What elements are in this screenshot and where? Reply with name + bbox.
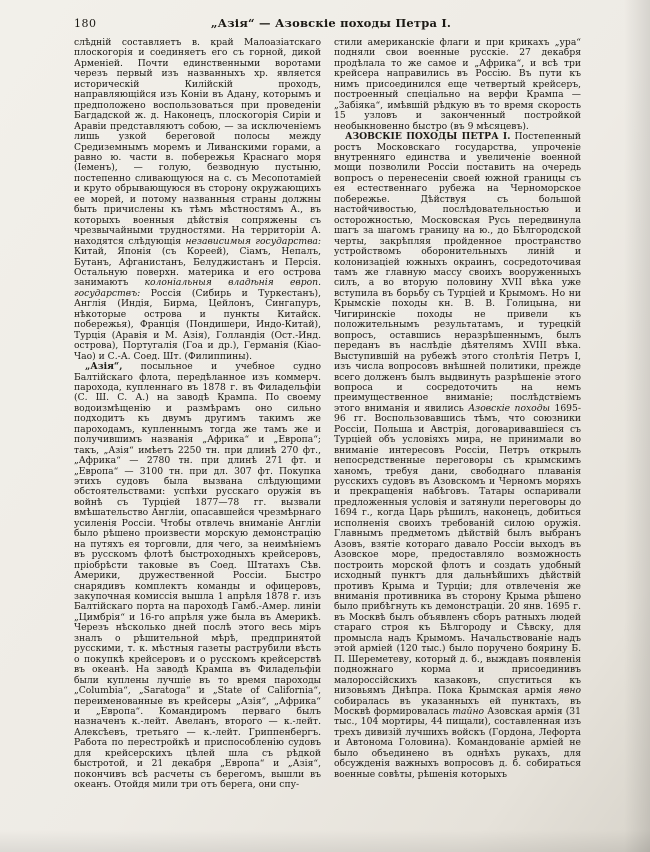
italic-term: явно: [557, 685, 581, 697]
text-run: Китай, Японія (съ Кореей), Сіамъ, Непалъ, Бутанъ, Афганистанъ, Белуджистанъ и Персія. Остальную поверхн. материка и его острова занимаютъ: [74, 246, 321, 289]
entry-headword: „Азія“,: [85, 361, 123, 373]
italic-term: колоніальныя владѣнія европ. государствъ:: [74, 277, 321, 299]
page-number: 180: [74, 17, 97, 30]
left-column: [74, 38, 321, 838]
page-title: „Азія“ — Азовскіе походы Петра I.: [210, 16, 452, 30]
text-run: Азовская армія (31 тыс., 104 мортиры, 44 пищали), составленная изъ трехъ дивизій лучшихъ войскъ (Гордона, Лефорта и Автонома Головина). Командованіе арміей не было объединено въ однѣхъ рукахъ, для обсужденія важныхъ вопросовъ д. б. собираться военные совѣты, рѣшенія которыхъ: [334, 706, 581, 780]
text-run: Постепенный ростъ Московскаго государства, упроченіе внутренняго единства и увеличеніе военной мощи позволили Россіи поставить на очередь вопросъ о перенесеніи своей южной границы съ ея естественнаго рубежа на Черноморское побережье. Дѣйствуя съ большой настойчивостью, послѣдовательностью и осторожностью, Московская Русь передвинула шагъ за шагомъ границу на ю., до Бѣлгородской черты, закрѣпляя пройденное пространство устройствомъ оборонительныхъ линій и колонизаціей южныхъ окраинъ, сосредоточивая тамъ же главную массу своихъ вооруженныхъ силъ, а во вторую половину XVII вѣка уже вступила въ борьбу съ Турціей и Крымомъ. Но ни Крымскіе походы кн. В. В. Голицына, ни Чигиринскіе походы не привели къ положительнымъ результатамъ, и турецкій вопросъ, оставшись неразрѣшеннымъ, былъ переданъ въ наслѣдіе дѣятелямъ XVIII вѣка. Выступившій на рубежѣ этого столѣтія Петръ I, изъ числа вопросовъ внѣшней политики, прежде всего долженъ былъ выдвинуть разрѣшеніе этого вопроса и сосредоточить на немъ преимущественное вниманіе; послѣдствіемъ этого вниманія и явились: [334, 131, 581, 414]
italic-term: Азовскіе походы: [468, 402, 551, 414]
paragraph: [74, 38, 321, 362]
text-run: собиралась въ указанныхъ ей пунктахъ, въ Москвѣ формировалась: [334, 695, 581, 717]
scan-edge-shadow-right: [624, 0, 650, 852]
italic-term: тайно: [452, 706, 485, 717]
paragraph: [334, 132, 581, 780]
right-column: [334, 38, 581, 838]
text-run: посыльное и учебное судно Балтійскаго флота, передѣланное изъ коммерч. парохода, купленнаго въ 1878 г. въ Филадельфіи (С. Ш. С. А.) на заводѣ Крампа. По своему водоизмѣщенію и размѣрамъ оно сильно подходитъ къ двумъ другимъ такимъ же пароходамъ, купленнымъ тогда же тамъ же и получившимъ названія „Африка“ и „Европа“; такъ, „Азія“ имѣетъ 2250 тн. при длинѣ 270 фт., „Африка“ — 2780 тн. при длинѣ 271 фт. и „Европа“ — 3100 тн. при дл. 307 фт. Покупка этихъ судовъ была вызвана слѣдующими обстоятельствами: успѣхи русскаго оружія въ войнѣ съ Турціей 1877—78 гг. вызвали вмѣшательство Англіи, опасавшейся чрезмѣрнаго усиленія Россіи. Чтобы отвлечь вниманіе Англіи было рѣшено произвести морскую демонстрацію на путяхъ ея торговли, для чего, за неимѣніемъ въ русскомъ флотѣ быстроходныхъ крейсеровъ, пріобрѣсти таковые въ Соед. Штатахъ Сѣв. Америки, дружественной Россіи. Быстро снарядивъ комплектъ команды и офицеровъ, закупочная комиссія вышла 1 апрѣля 1878 г. изъ Балтійскаго порта на пароходѣ Гамб.-Амер. линіи „Цимбрія“ и 16-го апрѣля уже была въ Америкѣ. Черезъ нѣсколько дней послѣ этого весь міръ зналъ о рѣшительной мѣрѣ, предпринятой русскими, т. к. мѣстныя газеты раструбили вѣсть о покупкѣ крейсеровъ и о русскомъ крейсерствѣ въ океанѣ. На заводѣ Крампа въ Филадельфіи были куплены лучшіе въ то время пароходы „Columbia“, „Saratoga“ и „State of California“, переименованные въ крейсеры „Азія“, „Африка“ и „Европа“. Командиромъ перваго былъ назначенъ к.-лейт. Авеланъ, второго — к.-лейт. Алексѣевъ, третьяго — к.-лейт. Гриппенбергъ. Работа по перестройкѣ и приспособленію судовъ для крейсерскихъ цѣлей шла съ рѣдкой быстротой, и 21 декабря „Европа“ и „Азія“, покончивъ всѣ расчеты съ берегомъ, вышли въ океанъ. Отойдя мили три отъ берега, они спу-: [74, 361, 321, 791]
text-run: стили американскіе флаги и при крикахъ „ура“ подняли свои военные русскіе. 27 декабря продѣлала то же самое и „Африка“, и всѣ три крейсера направились въ Россію. Въ пути къ нимъ присоединился еще четвертый крейсеръ, построенный спеціально на верфи Крампа — „Забіяка“, имѣвшій рѣдкую въ то время скорость 15 узловъ и законченный постройкой необыкновенно быстро (въ 9 мѣсяцевъ).: [334, 38, 581, 132]
text-run: 1695-96 гг. Воспользовавшись тѣмъ, что союзники Россіи, Польша и Австрія, договаривавшіеся съ Турціей объ условіяхъ мира, не принимали во вниманіе интересовъ Россіи, Петръ открылъ непосредственные переговоры съ крымскимъ ханомъ, требуя дани, свободнаго плаванія русскихъ судовъ въ Азовскомъ и Черномъ моряхъ и прекращенія набѣговъ. Татары оспаривали предложенныя условія и затянули переговоры до 1694 г., когда Царь рѣшилъ, наконецъ, добиться исполненія своихъ требованій силою оружія. Главнымъ предметомъ дѣйствій былъ выбранъ Азовъ, взятіе котораго давало Россіи выходъ въ Азовское море, предоставляло возможность построить морской флотъ и создать удобный исходный пунктъ для дальнѣйшихъ дѣйствій противъ Крыма и Турціи; для отвлеченія же вниманія противника въ сторону Крыма рѣшено было прибѣгнуть къ демонстраціи. 20 янв. 1695 г. въ Москвѣ былъ объявленъ сборъ ратныхъ людей стараго строя къ Бѣлгороду и Сѣвску, для промысла надъ Крымомъ. Начальствованіе надъ этой арміей (120 тыс.) было поручено боярину Б. П. Шереметеву, который д. б., выждавъ появленія подножнаго корма и присоединивъ малороссійскихъ казаковъ, спуститься къ низовьямъ Днѣпра. Пока Крымская армія: [334, 402, 581, 697]
scan-edge-shadow-bottom: [0, 830, 650, 852]
text-columns: [0, 35, 650, 838]
paragraph: [334, 38, 581, 132]
page-header: [0, 0, 650, 35]
italic-term: независимыя государства:: [185, 235, 321, 247]
text-run: Россія (Сибирь и Туркестанъ), Англія (Индія, Бирма, Цейлонъ, Сингапуръ, нѣкоторые острова и пункты Китайск. побережья), Франція (Пондишери, Индо-Китай), Турція (Аравія и М. Азія), Голландія (Ост.-Инд. острова), Португалія (Гоа и др.), Германія (Кіао-Чао) и С.-А. Соед. Шт. (Филиппины).: [74, 287, 321, 362]
text-run: слѣдній составляетъ в. край Малоазіатскаго плоскогорія и соединяетъ его съ горной, дикой Арменіей. Почти единственными воротами черезъ первый изъ названныхъ хр. является историческій Килійскій проходъ, направляющійся изъ Коніи въ Адану, которымъ и предположено воспользоваться при проведеніи Багдадской ж. д. Наконецъ, плоскогорія Сиріи и Аравіи представляютъ собою, — за исключеніемъ лишь узкой береговой полосы между Средиземнымъ моремъ и Ливанскими горами, а равно ю. части в. побережья Краснаго моря (Іеменъ), — голую, безводную пустыню, постепенно сливающуюся на с. съ Месопотаміей и круто обрывающуюся въ сторону окружающихъ ее морей, и потому названныя страны должны быть причислены къ тѣмъ мѣстностямъ А., въ которыхъ военныя дѣйствія сопряжены съ чрезвычайными трудностями. На территоріи А. находятся слѣдующія: [74, 38, 321, 247]
entry-headword: АЗОВСКІЕ ПОХОДЫ ПЕТРА I.: [345, 131, 511, 143]
paragraph: [74, 362, 321, 791]
